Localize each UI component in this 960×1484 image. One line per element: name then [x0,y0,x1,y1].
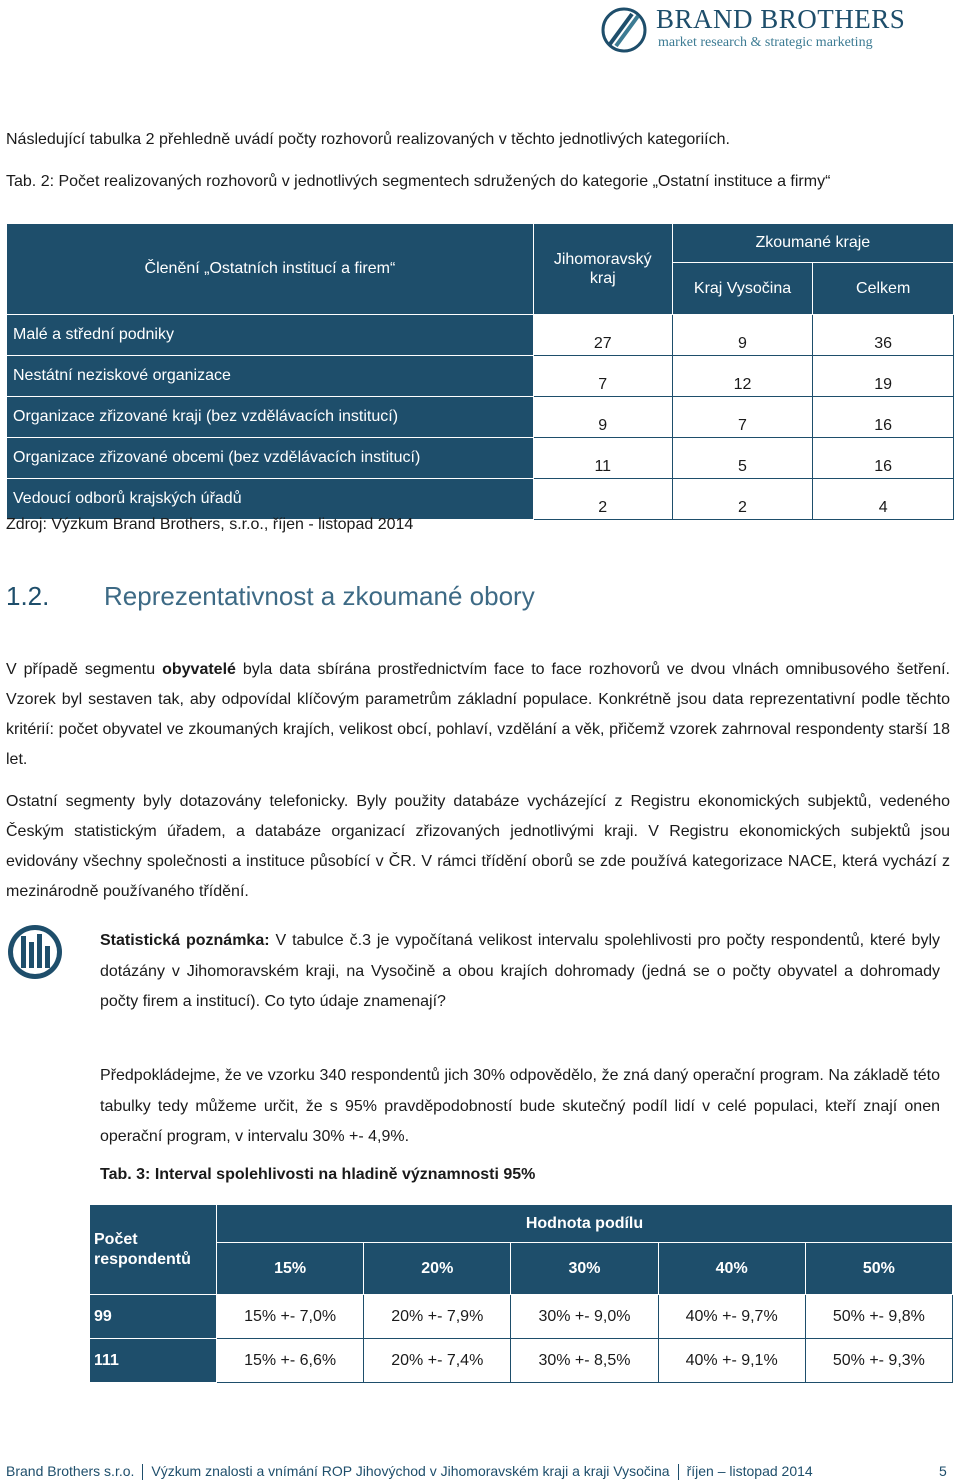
table2-caption: Tab. 2: Počet realizovaných rozhovorů v jednotlivých segmentech sdružených do kategorie „Ostatní instituce a firmy“ [6,173,831,190]
header-total: Celkem [813,263,954,315]
cell-value: 50% +- 9,3% [805,1339,952,1383]
p1-after: byla data sbírána prostřednictvím face to face rozhovorů ve dvou vlnách omnibusového šetření. Vzorek byl sestaven tak, aby odpovídal klíčovým parametrům základní populace. Konkrétně jsou data reprezentativní podle těchto kritérií: počet obyvatel ve zkoumaných krajích, velikost obcí, pohlaví, vzdělání a věk, přičemž vzorek zahrnoval respondenty starší 18 let. [6,661,950,768]
confidence-table [89,1204,953,1383]
page-footer [6,1463,813,1480]
header-group: Zkoumané kraje [672,224,953,263]
table2-source: Zdroj: Výzkum Brand Brothers, s.r.o., říjen - listopad 2014 [6,516,414,533]
cell-vys: 9 [672,315,813,356]
table-row [7,356,954,397]
cell-total: 4 [813,479,954,520]
row-label: Malé a střední podniky [7,315,534,356]
stat-example: Předpokládejme, že ve vzorku 340 respondentů jich 30% odpovědělo, že zná daný operační program. Na základě této tabulky tedy můžeme určit, že s 95% pravděpodobností bude skutečný podíl lidí v celé populaci, kteří znají onen operační program, v intervalu 30% +- 4,9%. [100,1067,940,1145]
header-vys: Kraj Vysočina [672,263,813,315]
cell-value: 20% +- 7,4% [364,1339,511,1383]
row-label: Nestátní neziskové organizace [7,356,534,397]
row-n: 99 [90,1295,217,1339]
cell-vys: 2 [672,479,813,520]
section-title: Reprezentativnost a zkoumané obory [104,581,535,611]
table-row [7,479,954,520]
row-n: 111 [90,1339,217,1383]
section-number: 1.2. [6,581,50,611]
brand-logo [600,4,950,56]
footer-divider [142,1464,143,1480]
paragraph-respondents [6,655,950,775]
col-header: 20% [364,1243,511,1295]
table-row [7,438,954,479]
table-row [90,1295,953,1339]
cell-total: 16 [813,397,954,438]
footer-divider [678,1464,679,1480]
cell-value: 40% +- 9,1% [658,1339,805,1383]
cell-jm: 9 [533,397,672,438]
logo-name: BRAND BROTHERS [656,4,906,34]
cell-total: 36 [813,315,954,356]
header-share: Hodnota podílu [217,1205,953,1243]
footer-doc-title: Výzkum znalosti a vnímání ROP Jihovýchod v Jihomoravském kraji a kraji Vysočina [151,1463,670,1479]
col-header: 15% [217,1243,364,1295]
brand-brothers-logo-icon [600,6,648,54]
p1-bold: obyvatelé [162,661,236,678]
row-label: Organizace zřizované kraji (bez vzdělávacích institucí) [7,397,534,438]
stat-note [100,926,940,1018]
cell-vys: 7 [672,397,813,438]
table-row [7,315,954,356]
cell-jm: 11 [533,438,672,479]
bar-chart-circle-icon [6,922,64,982]
col-header: 30% [511,1243,658,1295]
header-category: Členění „Ostatních institucí a firem“ [7,224,534,315]
footer-company: Brand Brothers s.r.o. [6,1463,135,1479]
row-label: Organizace zřizované obcemi (bez vzdělávacích institucí) [7,438,534,479]
cell-value: 15% +- 6,6% [217,1339,364,1383]
header-respondents: Počet respondentů [90,1205,217,1295]
col-header: 50% [805,1243,952,1295]
page-number: 5 [939,1463,947,1479]
table-row [7,397,954,438]
paragraph-other-segments: Ostatní segmenty byly dotazovány telefonicky. Byly použity databáze vycházející z Registru ekonomických subjektů, vedeného Českým statistickým úřadem, a databáze organizací zřizovaných jednotlivými kraji. V Registru ekonomických subjektů jsou evidovány všechny společnosti a instituce působící v ČR. V rámci třídění oborů se zde používá kategorizace NACE, která vychází z mezinárodně používaného třídění. [6,793,950,900]
cell-value: 30% +- 8,5% [511,1339,658,1383]
row-label: Vedoucí odborů krajských úřadů [7,479,534,520]
footer-date: říjen – listopad 2014 [686,1463,813,1479]
table3-title: Tab. 3: Interval spolehlivosti na hladině významnosti 95% [100,1166,536,1183]
cell-vys: 12 [672,356,813,397]
cell-jm: 7 [533,356,672,397]
cell-total: 19 [813,356,954,397]
cell-total: 16 [813,438,954,479]
cell-jm: 2 [533,479,672,520]
cell-value: 20% +- 7,9% [364,1295,511,1339]
col-header: 40% [658,1243,805,1295]
stat-note-text: V tabulce č.3 je vypočítaná velikost intervalu spolehlivosti pro počty respondentů, které byly dotázány v Jihomoravském kraji, na Vysočině a obou krajích dohromady (jedná se o počty obyvatel a dohromady počty firem a institucí). Co tyto údaje znamenají? [100,932,941,1010]
header-jm: Jihomoravský kraj [533,224,672,315]
stat-note-label: Statistická poznámka: [100,932,270,949]
cell-value: 50% +- 9,8% [805,1295,952,1339]
table-row [90,1339,953,1383]
segments-table [6,223,954,520]
cell-value: 40% +- 9,7% [658,1295,805,1339]
cell-jm: 27 [533,315,672,356]
logo-tagline: market research & strategic marketing [658,35,873,50]
cell-value: 15% +- 7,0% [217,1295,364,1339]
cell-vys: 5 [672,438,813,479]
p1-before: V případě segmentu [6,661,163,678]
cell-value: 30% +- 9,0% [511,1295,658,1339]
intro-text: Následující tabulka 2 přehledně uvádí počty rozhovorů realizovaných v těchto jednotlivých kategoriích. [6,131,730,148]
